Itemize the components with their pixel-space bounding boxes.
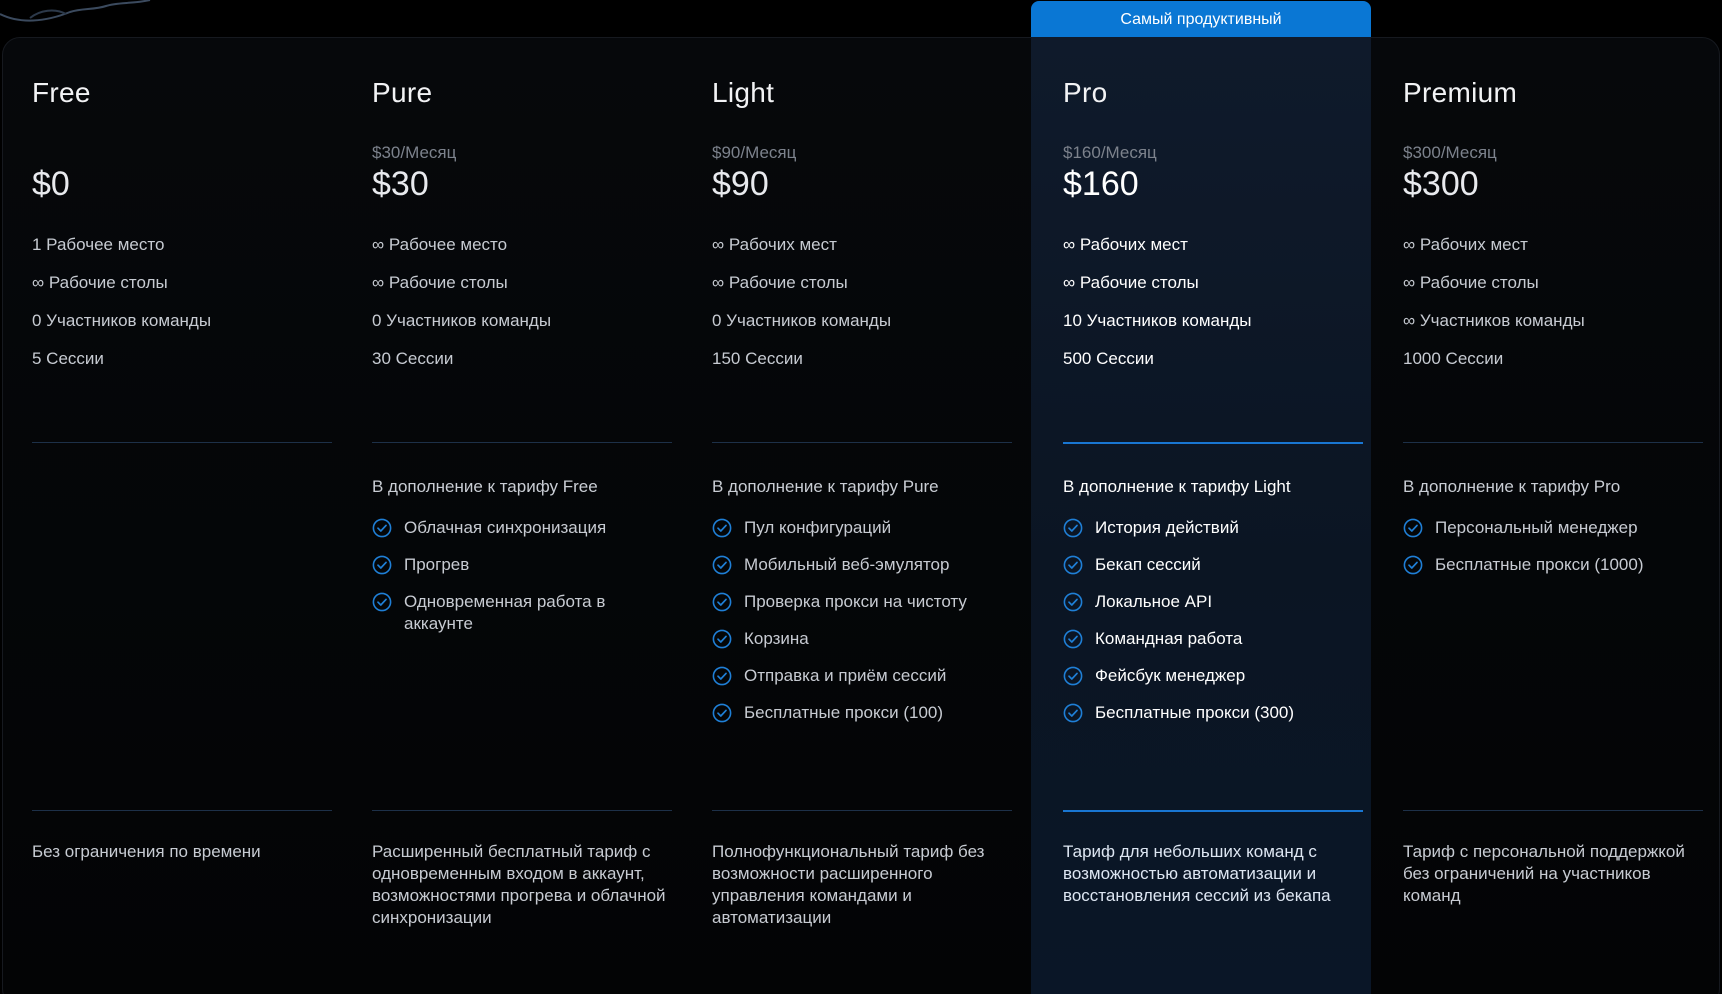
plan-price: $0 [32,165,70,203]
feature-item [1063,591,1363,613]
plan-per-month: $160/Месяц [1063,143,1157,162]
plan-card-pro[interactable] [1031,37,1371,994]
check-circle-icon [712,518,732,538]
plan-price: $300 [1403,165,1479,203]
plan-price: $160 [1063,165,1139,203]
section-divider [372,442,672,443]
feature-item [712,628,1012,650]
limit-workplaces: ∞ Рабочее место [372,235,508,254]
feature-label: Мобильный веб-эмулятор [744,555,950,574]
limit-sessions: 30 Сессии [372,349,454,368]
check-circle-icon [372,555,392,575]
check-circle-icon [372,592,392,612]
feature-label: Одновременная работа в аккаунте [404,592,606,633]
feature-label: Пул конфигураций [744,518,892,537]
feature-item [712,554,1012,576]
feature-label: Прогрев [404,555,470,574]
feature-item [1063,665,1363,687]
check-circle-icon [712,666,732,686]
feature-label: Отправка и приём сессий [744,666,947,685]
feature-list [712,517,1012,739]
feature-item [372,517,672,539]
check-circle-icon [1403,555,1423,575]
plan-name: Premium [1403,77,1518,108]
feature-item [1063,628,1363,650]
section-divider [32,442,332,443]
limit-team-members: 0 Участников команды [372,311,552,330]
feature-label: Бесплатные прокси (300) [1095,703,1295,722]
limit-desktops: ∞ Рабочие столы [372,273,508,292]
plan-description: Расширенный бесплатный тариф с одновременным входом в аккаунт, возможностями прогрева и облачной синхронизации [372,842,666,927]
feature-item [712,702,1012,724]
plan-price: $30 [372,165,429,203]
check-circle-icon [1403,518,1423,538]
check-circle-icon [372,518,392,538]
plan-per-month: $90/Месяц [712,143,797,162]
limit-team-members: 10 Участников команды [1063,311,1252,330]
feature-item [372,591,672,635]
plan-card-free[interactable] [0,37,340,994]
limit-sessions: 500 Сессии [1063,349,1154,368]
section-divider [1063,810,1363,812]
check-circle-icon [712,555,732,575]
check-circle-icon [1063,629,1083,649]
feature-label: Проверка прокси на чистоту [744,592,967,611]
plan-description: Тариф с персональной поддержкой без ограничений на участников команд [1403,842,1685,905]
most-productive-badge: Самый продуктивный [1031,1,1371,39]
limit-desktops: ∞ Рабочие столы [712,273,848,292]
limit-workplaces: 1 Рабочее место [32,235,165,254]
plan-name: Free [32,77,91,108]
plan-limits [372,235,672,387]
plan-limits [32,235,332,387]
feature-item [1063,517,1363,539]
addon-title: В дополнение к тарифу Pro [1403,477,1621,496]
section-divider [1403,810,1703,811]
plan-card-light[interactable] [680,37,1020,994]
plan-card-premium[interactable] [1371,37,1711,994]
check-circle-icon [712,592,732,612]
limit-desktops: ∞ Рабочие столы [1063,273,1199,292]
section-divider [32,810,332,811]
plan-name: Pro [1063,77,1108,108]
limit-sessions: 150 Сессии [712,349,803,368]
feature-item [1403,517,1703,539]
limit-team-members: 0 Участников команды [32,311,212,330]
limit-workplaces: ∞ Рабочих мест [1403,235,1528,254]
feature-label: Корзина [744,629,809,648]
section-divider [1403,442,1703,443]
feature-label: Бесплатные прокси (1000) [1435,555,1644,574]
limit-workplaces: ∞ Рабочих мест [1063,235,1188,254]
limit-team-members: ∞ Участников команды [1403,311,1585,330]
check-circle-icon [1063,555,1083,575]
section-divider [372,810,672,811]
plan-description: Полнофункциональный тариф без возможности расширенного управления командами и автоматизации [712,842,985,927]
limit-desktops: ∞ Рабочие столы [1403,273,1539,292]
feature-label: Персональный менеджер [1435,518,1638,537]
plan-description: Без ограничения по времени [32,842,261,861]
section-divider [712,810,1012,811]
feature-label: Бесплатные прокси (100) [744,703,944,722]
feature-label: Локальное API [1095,592,1213,611]
feature-item [1063,554,1363,576]
plan-limits [1063,235,1363,387]
check-circle-icon [1063,592,1083,612]
check-circle-icon [712,703,732,723]
limit-desktops: ∞ Рабочие столы [32,273,168,292]
feature-item [1403,554,1703,576]
check-circle-icon [1063,703,1083,723]
feature-label: Бекап сессий [1095,555,1201,574]
feature-label: Облачная синхронизация [404,518,607,537]
check-circle-icon [1063,666,1083,686]
feature-label: Фейсбук менеджер [1095,666,1246,685]
check-circle-icon [1063,518,1083,538]
plan-limits [1403,235,1703,387]
feature-list [1063,517,1363,739]
limit-sessions: 1000 Сессии [1403,349,1504,368]
plan-limits [712,235,1012,387]
limit-workplaces: ∞ Рабочих мест [712,235,837,254]
feature-item [712,591,1012,613]
plan-per-month: $30/Месяц [372,143,457,162]
addon-title: В дополнение к тарифу Free [372,477,598,496]
plan-per-month: $300/Месяц [1403,143,1497,162]
feature-label: История действий [1095,518,1239,537]
addon-title: В дополнение к тарифу Pure [712,477,939,496]
plan-name: Pure [372,77,433,108]
feature-item [712,665,1012,687]
feature-label: Командная работа [1095,629,1243,648]
plan-description: Тариф для небольших команд с возможностью автоматизации и восстановления сессий из бекапа [1063,842,1331,905]
feature-item [372,554,672,576]
limit-team-members: 0 Участников команды [712,311,892,330]
feature-item [712,517,1012,539]
section-divider [712,442,1012,443]
feature-list [372,517,672,650]
feature-item [1063,702,1363,724]
plan-name: Light [712,77,775,108]
feature-list [1403,517,1703,591]
plan-card-pure[interactable] [340,37,680,994]
plan-price: $90 [712,165,769,203]
check-circle-icon [712,629,732,649]
limit-sessions: 5 Сессии [32,349,104,368]
section-divider [1063,442,1363,444]
addon-title: В дополнение к тарифу Light [1063,477,1291,496]
